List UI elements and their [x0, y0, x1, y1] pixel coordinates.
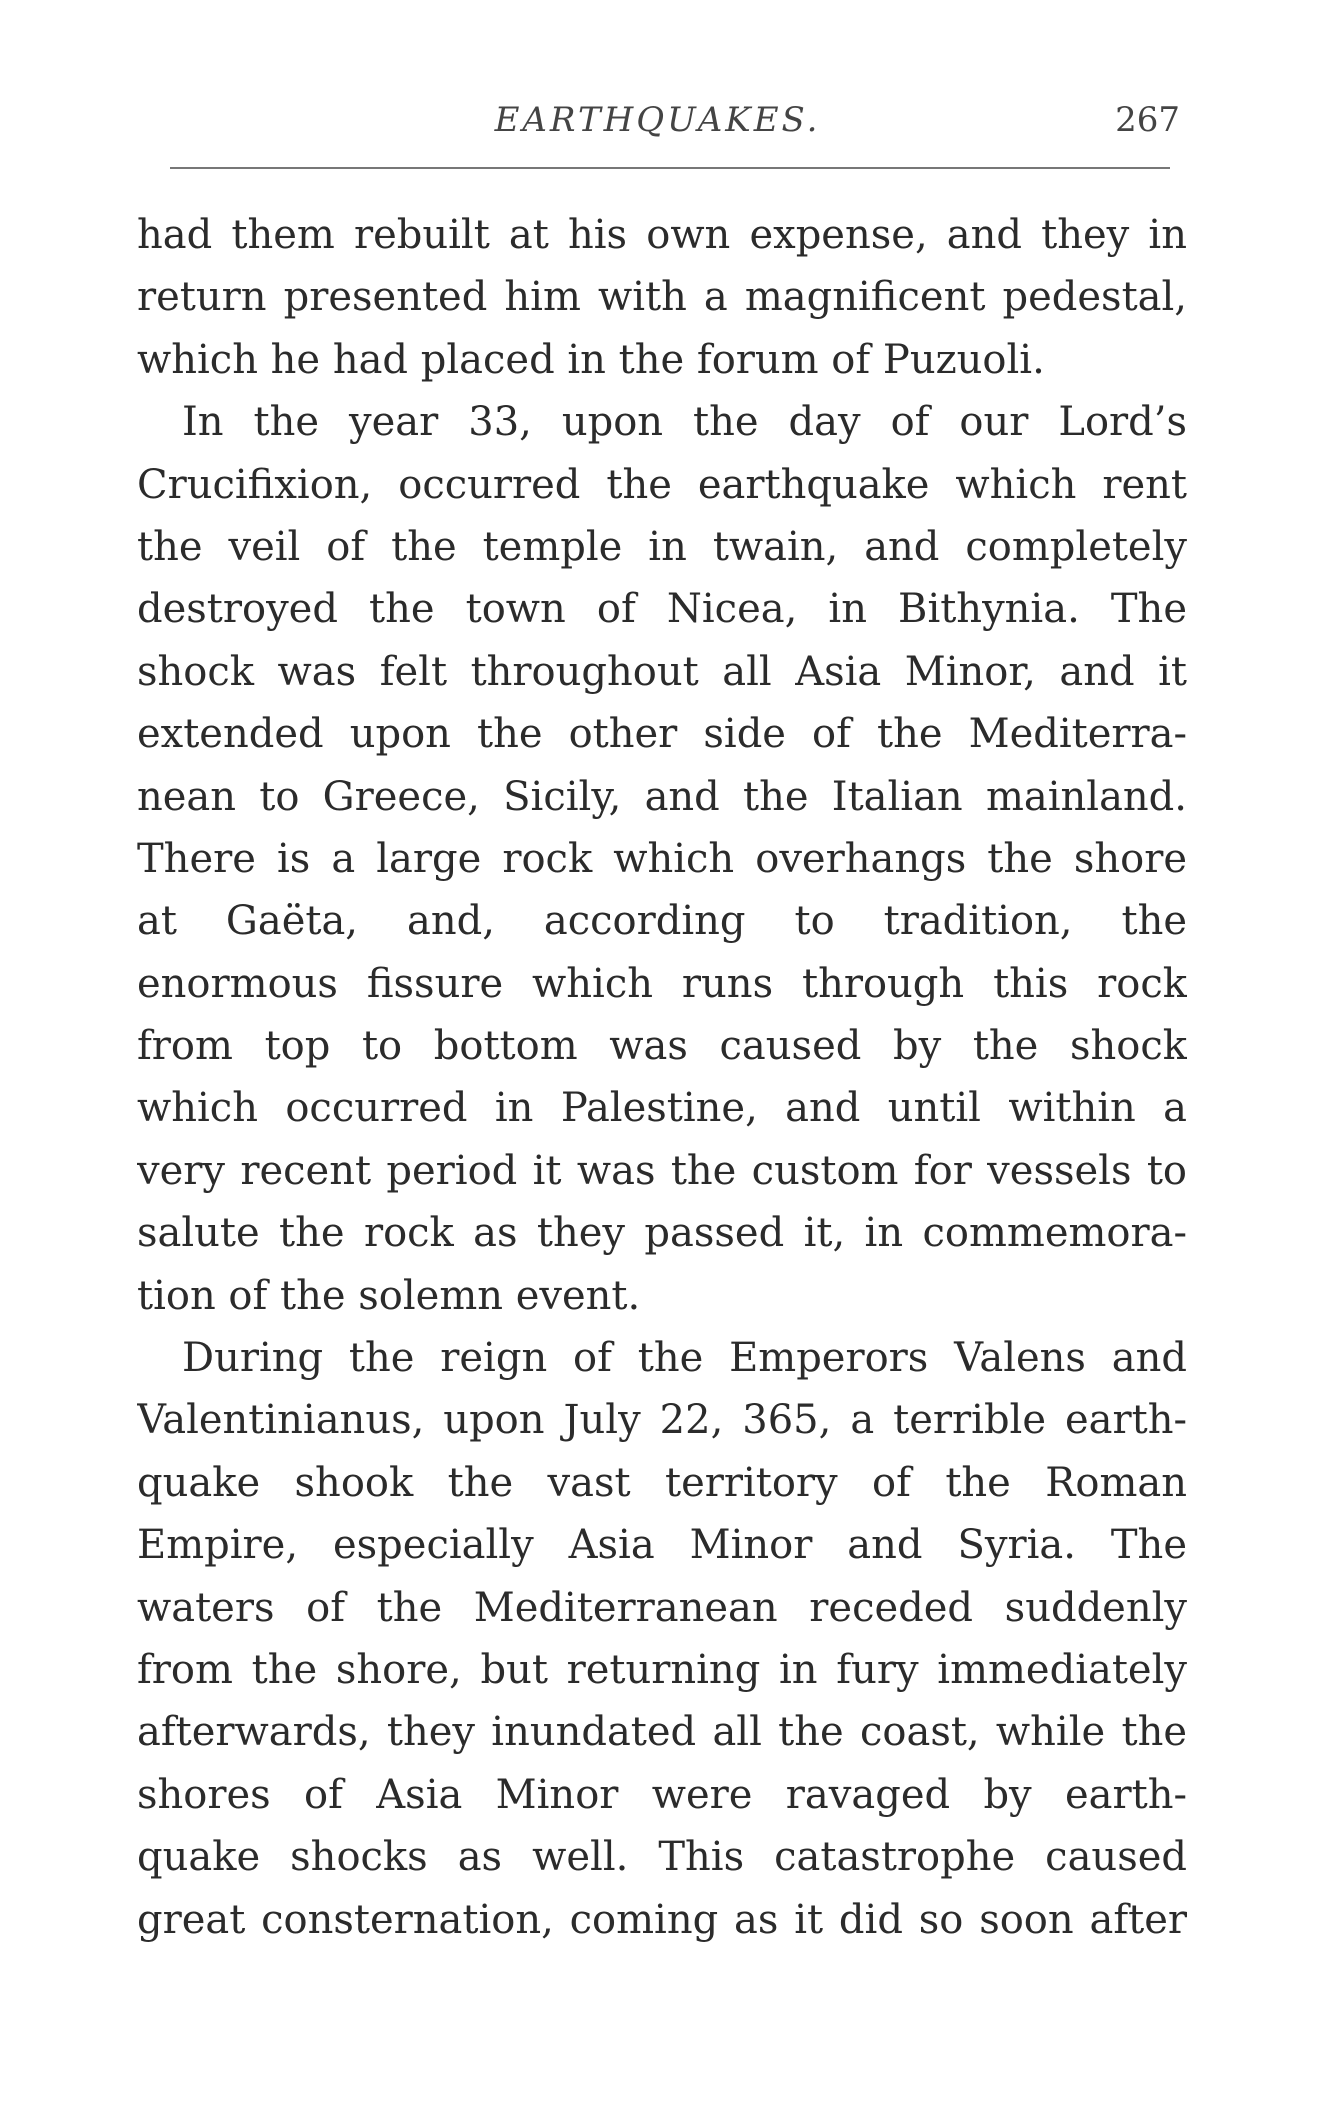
text-line: afterwards, they inundated all the coast, while the	[137, 1709, 1187, 1756]
text-line: which he had placed in the forum of Puzuoli.	[137, 336, 1045, 383]
text-line: enormous fissure which runs through this rock	[137, 960, 1187, 1007]
text-line: from top to bottom was caused by the shock	[137, 1023, 1187, 1070]
running-title: EARTHQUAKES.	[494, 100, 821, 140]
text-line: return presented him with a magnificent pedestal,	[137, 274, 1187, 321]
text-line: nean to Greece, Sicily, and the Italian mainland.	[137, 773, 1187, 820]
text-line: waters of the Mediterranean receded suddenly	[137, 1584, 1187, 1631]
paragraph	[137, 204, 1187, 391]
text-line: During the reign of the Emperors Valens and	[182, 1335, 1187, 1382]
text-line: from the shore, but returning in fury immediately	[137, 1646, 1187, 1693]
text-line: Crucifixion, occurred the earthquake which rent	[137, 461, 1187, 508]
text-line: destroyed the town of Nicea, in Bithynia. The	[137, 586, 1187, 633]
paragraph	[137, 391, 1187, 1327]
text-line: tion of the solemn event.	[137, 1272, 641, 1319]
text-line: very recent period it was the custom for vessels to	[137, 1147, 1187, 1194]
text-line: salute the rock as they passed it, in commemora-	[137, 1210, 1187, 1257]
body-text	[137, 204, 1187, 1951]
text-line: the veil of the temple in twain, and completely	[137, 523, 1187, 570]
page-number: 267	[1115, 100, 1180, 140]
text-line: at Gaëta, and, according to tradition, the	[137, 898, 1187, 945]
text-line: quake shook the vast territory of the Roman	[137, 1459, 1187, 1506]
text-line: shock was felt throughout all Asia Minor, and it	[137, 648, 1187, 695]
header-rule	[170, 167, 1170, 169]
text-line: There is a large rock which overhangs the shore	[137, 835, 1187, 882]
text-line: which occurred in Palestine, and until within a	[137, 1085, 1187, 1132]
text-line: great consternation, coming as it did so soon after	[137, 1896, 1187, 1943]
paragraph	[137, 1327, 1187, 1951]
text-line: shores of Asia Minor were ravaged by earth-	[137, 1771, 1187, 1818]
text-line: quake shocks as well. This catastrophe caused	[137, 1834, 1187, 1881]
running-head	[135, 100, 1180, 150]
text-line: had them rebuilt at his own expense, and they in	[137, 212, 1187, 258]
text-line: extended upon the other side of the Mediterra-	[137, 711, 1187, 758]
text-line: Valentinianus, upon July 22, 365, a terrible earth-	[137, 1397, 1187, 1444]
text-line: In the year 33, upon the day of our Lord’s	[182, 399, 1187, 446]
text-line: Empire, especially Asia Minor and Syria. The	[137, 1522, 1187, 1569]
